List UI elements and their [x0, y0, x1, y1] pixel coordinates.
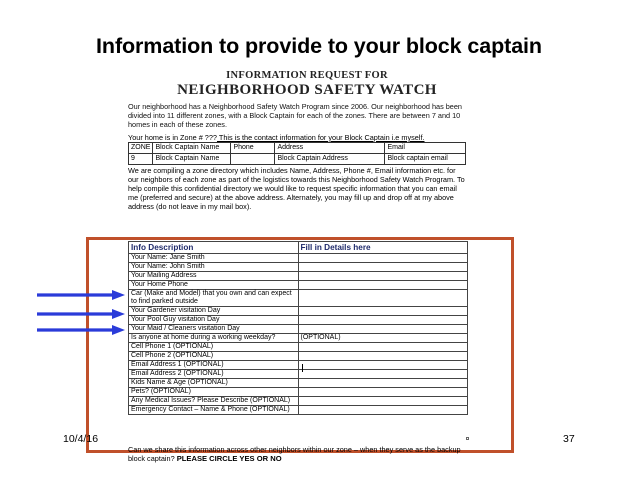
info-description-cell: Any Medical Issues? Please Describe (OPTIONAL) [129, 397, 299, 406]
info-description-cell: Your Gardener visitation Day [129, 307, 299, 316]
info-fill-cell[interactable] [298, 272, 468, 281]
info-description-cell: Email Address 1 (OPTIONAL) [129, 361, 299, 370]
info-description-cell: Emergency Contact – Name & Phone (OPTIONAL) [129, 406, 299, 415]
info-table-row [129, 406, 468, 415]
info-fill-cell[interactable] [298, 325, 468, 334]
info-table-row [129, 388, 468, 397]
resize-handle-bottom-right[interactable] [466, 437, 469, 440]
arrow-right-icon [37, 309, 125, 319]
info-fill-cell[interactable] [298, 281, 468, 290]
zone-line [128, 133, 466, 142]
info-table [128, 241, 468, 415]
text-cursor [302, 364, 303, 372]
info-fill-cell[interactable] [298, 290, 468, 307]
info-fill-cell[interactable] [298, 379, 468, 388]
zone-cell [231, 154, 275, 165]
zone-header-cell: Phone [231, 143, 275, 154]
share-question-emphasis: PLEASE CIRCLE YES OR NO [176, 454, 282, 463]
info-table-row [129, 379, 468, 388]
zone-header-cell: Email [385, 143, 466, 154]
info-fill-cell[interactable] [298, 388, 468, 397]
slide-page-number: 37 [563, 433, 575, 445]
zone-line-rest: This is the contact information for your Block Captain i.e myself. [216, 133, 425, 142]
zone-header-cell: Block Captain Name [153, 143, 231, 154]
info-table-row [129, 272, 468, 281]
info-table-row [129, 361, 468, 370]
slide-title: Information to provide to your block captain [96, 34, 542, 58]
resize-handle-top-left[interactable] [125, 237, 128, 240]
slide-date: 10/4/16 [63, 433, 99, 445]
info-fill-cell[interactable] [298, 316, 468, 325]
info-table-row [129, 254, 468, 263]
zone-cell: 9 [129, 154, 153, 165]
info-fill-cell[interactable] [298, 352, 468, 361]
info-header-fill: Fill in Details here [298, 242, 468, 254]
info-table-row [129, 307, 468, 316]
info-fill-cell[interactable] [298, 397, 468, 406]
info-description-cell: Cell Phone 1 (OPTIONAL) [129, 343, 299, 352]
info-description-cell: Kids Name & Age (OPTIONAL) [129, 379, 299, 388]
info-description-cell: Your Name: Jane Smith [129, 254, 299, 263]
info-description-cell: Car (Make and Model) that you own and can expect to find parked outside [129, 290, 299, 307]
info-table-row [129, 334, 468, 343]
info-table-row [129, 325, 468, 334]
zone-cell: Block Captain Name [153, 154, 231, 165]
info-fill-cell[interactable] [298, 343, 468, 352]
info-fill-cell[interactable] [298, 254, 468, 263]
info-description-cell: Your Pool Guy visitation Day [129, 316, 299, 325]
zone-table [128, 142, 466, 165]
doc-heading-small: INFORMATION REQUEST FOR [226, 70, 388, 81]
info-table-row [129, 281, 468, 290]
doc-compile-paragraph: We are compiling a zone directory which includes Name, Address, Phone #, Email information etc. for our neighbors of each zone as part of the logistics towards this Neighborhood Safety Watch Program. To help compile this confidential directory we would like to request specific information that you can email me (preferred and secure) at the above address. Alternately, you may fill up and drop off at my above address (do not leave in my mail box). [128, 166, 465, 211]
info-table-row [129, 397, 468, 406]
arrow-right-icon [37, 325, 125, 335]
info-table-header [129, 242, 468, 254]
info-description-cell: Your Mailing Address [129, 272, 299, 281]
info-fill-cell[interactable] [298, 361, 468, 370]
info-table-row [129, 343, 468, 352]
info-table-row [129, 316, 468, 325]
info-fill-cell[interactable] [298, 406, 468, 415]
info-fill-cell[interactable] [298, 263, 468, 272]
info-table-row [129, 370, 468, 379]
info-header-description: Info Description [129, 242, 299, 254]
info-table-row [129, 290, 468, 307]
info-table-row [129, 263, 468, 272]
info-fill-cell[interactable] [298, 307, 468, 316]
zone-table-header [129, 143, 466, 154]
zone-table-row [129, 154, 466, 165]
share-question-text: Can we share this information across other neighbors within our zone – when they serve as the backup block captain? [128, 445, 461, 463]
zone-cell: Block Captain Address [275, 154, 385, 165]
zone-line-prefix: Your home is in Zone # ??? [128, 133, 217, 142]
info-fill-cell[interactable] [298, 370, 468, 379]
info-description-cell: Pets? (OPTIONAL) [129, 388, 299, 397]
info-description-cell: Email Address 2 (OPTIONAL) [129, 370, 299, 379]
doc-heading-large: NEIGHBORHOOD SAFETY WATCH [177, 82, 437, 98]
zone-header-cell: Address [275, 143, 385, 154]
info-description-cell: Cell Phone 2 (OPTIONAL) [129, 352, 299, 361]
document-page [128, 70, 466, 211]
info-description-cell: Your Home Phone [129, 281, 299, 290]
info-table-row [129, 352, 468, 361]
info-fill-cell[interactable]: (OPTIONAL) [298, 334, 468, 343]
share-question [128, 445, 468, 463]
info-description-cell: Your Name: John Smith [129, 263, 299, 272]
info-description-cell: Is anyone at home during a working weekday? [129, 334, 299, 343]
arrow-right-icon [37, 290, 125, 300]
zone-header-cell: ZONE [129, 143, 153, 154]
zone-cell: Block captain email [385, 154, 466, 165]
info-description-cell: Your Maid / Cleaners visitation Day [129, 325, 299, 334]
doc-intro-paragraph: Our neighborhood has a Neighborhood Safety Watch Program since 2006. Our neighborhood has been divided into 11 different zones, with a Block Captain for each of the zones. There are between 7 and 10 homes in each of these zones. [128, 102, 462, 129]
